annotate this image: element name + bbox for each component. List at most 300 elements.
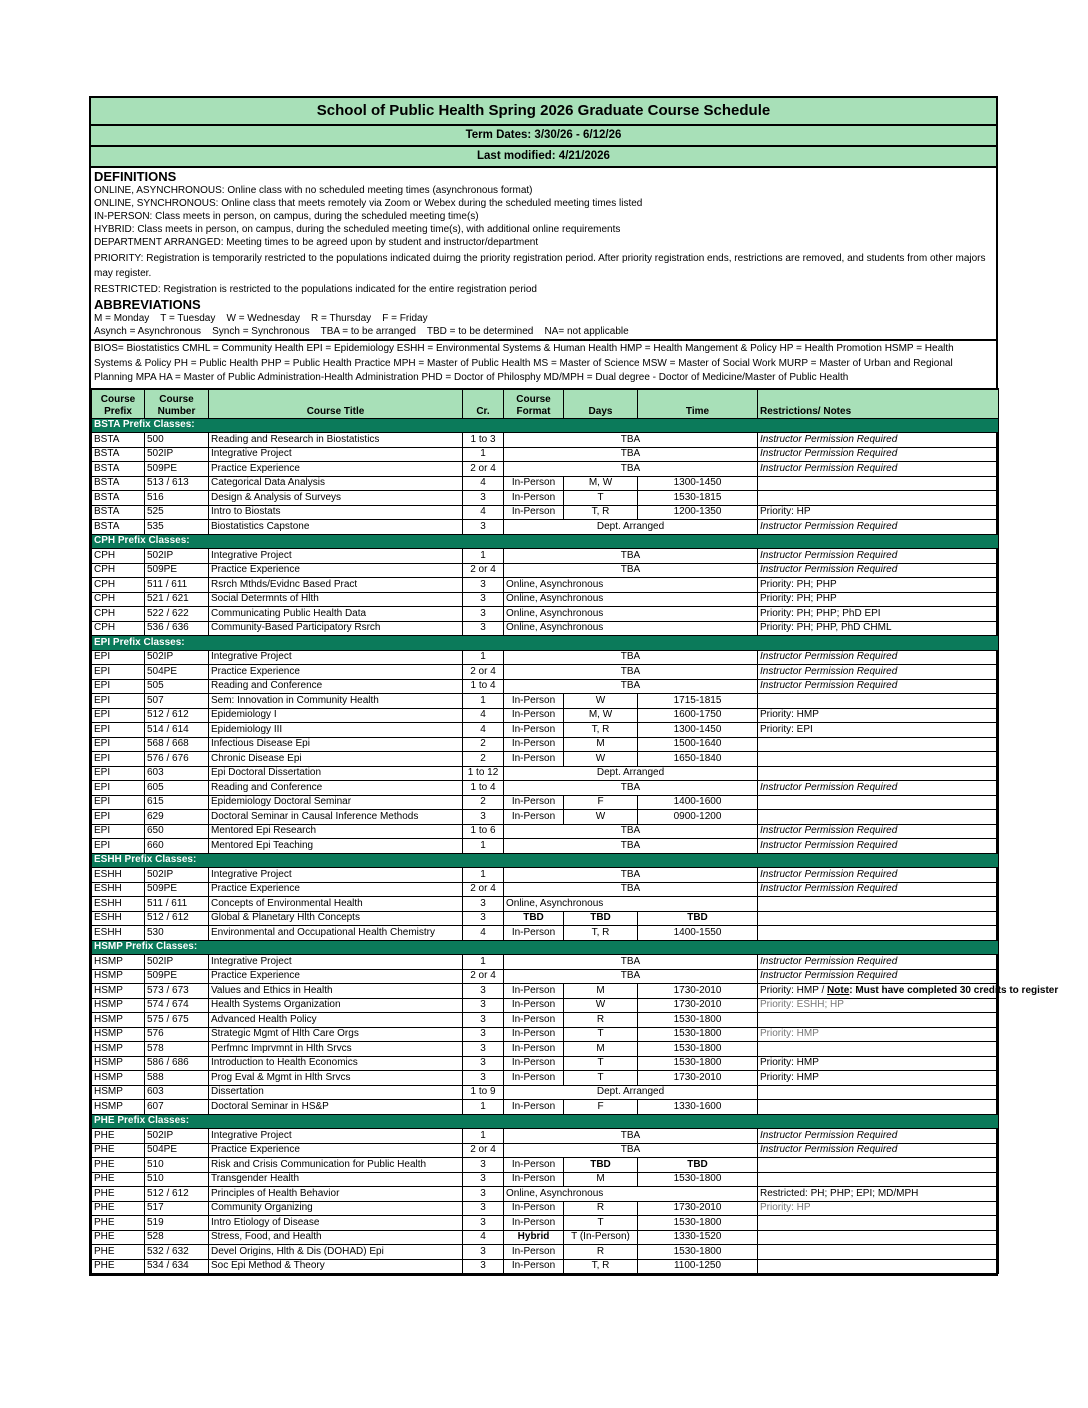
credits: 1 xyxy=(463,1100,504,1115)
course-number: 504PE xyxy=(145,1143,209,1158)
days: T xyxy=(564,1056,638,1071)
definition-line: HYBRID: Class meets in person, on campus, during the scheduled meeting time(s), with additional online requirements xyxy=(94,224,621,235)
time: 1530-1800 xyxy=(638,1013,758,1028)
course-number: 514 / 614 xyxy=(145,723,209,738)
course-prefix: CPH xyxy=(92,592,145,607)
col-header-prefix: Course Prefix xyxy=(92,389,145,419)
schedule-merged: TBA xyxy=(504,679,758,694)
course-format: In-Person xyxy=(504,708,564,723)
restrictions-notes: Priority: HMP xyxy=(758,708,999,723)
table-row xyxy=(92,955,999,970)
section-header-row xyxy=(92,940,999,955)
schedule-sheet xyxy=(89,96,1059,1276)
page-title: School of Public Health Spring 2026 Graduate Course Schedule xyxy=(91,98,996,126)
course-number: 615 xyxy=(145,795,209,810)
restrictions-notes xyxy=(758,752,999,767)
days: W xyxy=(564,810,638,825)
restrictions-notes: Instructor Permission Required xyxy=(758,433,999,448)
restrictions-notes: Instructor Permission Required xyxy=(758,549,999,564)
restrictions-notes: Priority: HMP / Note: Must have completed 30 credits to register xyxy=(758,984,999,999)
restrictions-notes xyxy=(758,1230,999,1245)
course-number: 502IP xyxy=(145,447,209,462)
course-title: Epidemiology I xyxy=(209,708,463,723)
course-prefix: ESHH xyxy=(92,868,145,883)
misc-abbreviations: Asynch = Asynchronous Synch = Synchronous TBA = to be arranged TBD = to be determined NA= not applicable xyxy=(94,326,629,337)
course-title: Community-Based Participatory Rsrch xyxy=(209,621,463,636)
table-row xyxy=(92,795,999,810)
restrictions-notes: Instructor Permission Required xyxy=(758,781,999,796)
course-prefix: PHE xyxy=(92,1187,145,1202)
course-title: Global & Planetary Hlth Concepts xyxy=(209,911,463,926)
course-prefix: CPH xyxy=(92,578,145,593)
restrictions-notes: Priority: HMP xyxy=(758,1027,999,1042)
course-title: Soc Epi Method & Theory xyxy=(209,1259,463,1274)
credits: 1 xyxy=(463,650,504,665)
schedule-merged: TBA xyxy=(504,563,758,578)
time: 1530-1800 xyxy=(638,1172,758,1187)
course-number: 511 / 611 xyxy=(145,897,209,912)
course-prefix: BSTA xyxy=(92,447,145,462)
restrictions-notes: Priority: ESHH; HP xyxy=(758,998,999,1013)
credits: 3 xyxy=(463,1056,504,1071)
table-row xyxy=(92,1245,999,1260)
abbreviations-heading: ABBREVIATIONS xyxy=(94,297,201,312)
days: T (In-Person) xyxy=(564,1230,638,1245)
days: M xyxy=(564,1042,638,1057)
course-number: 535 xyxy=(145,520,209,535)
days: M xyxy=(564,984,638,999)
course-title: Mentored Epi Research xyxy=(209,824,463,839)
time: 1500-1640 xyxy=(638,737,758,752)
time: 1100-1250 xyxy=(638,1259,758,1274)
days: TBD xyxy=(564,1158,638,1173)
schedule-merged: TBA xyxy=(504,1143,758,1158)
course-format: In-Person xyxy=(504,1042,564,1057)
course-prefix: EPI xyxy=(92,708,145,723)
time: 1650-1840 xyxy=(638,752,758,767)
credits: 3 xyxy=(463,1158,504,1173)
time: 1530-1800 xyxy=(638,1216,758,1231)
course-format: In-Person xyxy=(504,984,564,999)
table-row xyxy=(92,520,999,535)
definition-line: ONLINE, SYNCHRONOUS: Online class that meets remotely via Zoom or Webex during the scheduled meeting times listed xyxy=(94,198,643,209)
course-number: 512 / 612 xyxy=(145,1187,209,1202)
table-row xyxy=(92,491,999,506)
course-prefix: HSMP xyxy=(92,1013,145,1028)
section-label: CPH Prefix Classes: xyxy=(92,534,999,549)
course-prefix: CPH xyxy=(92,563,145,578)
course-title: Practice Experience xyxy=(209,665,463,680)
days: F xyxy=(564,795,638,810)
time: 1530-1800 xyxy=(638,1042,758,1057)
restrictions-notes: Instructor Permission Required xyxy=(758,563,999,578)
schedule-merged: TBA xyxy=(504,447,758,462)
course-title: Rsrch Mthds/Evidnc Based Pract xyxy=(209,578,463,593)
days: R xyxy=(564,1201,638,1216)
restrictions-notes: Priority: PH; PHP xyxy=(758,592,999,607)
course-number: 532 / 632 xyxy=(145,1245,209,1260)
credits: 1 to 9 xyxy=(463,1085,504,1100)
table-row xyxy=(92,1027,999,1042)
credits: 3 xyxy=(463,1172,504,1187)
course-format: In-Person xyxy=(504,1056,564,1071)
credits: 1 to 3 xyxy=(463,433,504,448)
course-title: Risk and Crisis Communication for Public Health xyxy=(209,1158,463,1173)
time: 1730-2010 xyxy=(638,1071,758,1086)
restrictions-notes xyxy=(758,766,999,781)
course-format: In-Person xyxy=(504,795,564,810)
restrictions-notes: Priority: PH; PHP xyxy=(758,578,999,593)
section-header-row xyxy=(92,418,999,433)
section-label: HSMP Prefix Classes: xyxy=(92,940,999,955)
course-title: Reading and Conference xyxy=(209,679,463,694)
restrictions-notes: Instructor Permission Required xyxy=(758,447,999,462)
course-format: TBD xyxy=(504,911,564,926)
restrictions-notes: Instructor Permission Required xyxy=(758,969,999,984)
course-title: Practice Experience xyxy=(209,563,463,578)
course-prefix: BSTA xyxy=(92,476,145,491)
time: 1530-1815 xyxy=(638,491,758,506)
course-title: Intro to Biostats xyxy=(209,505,463,520)
course-format: In-Person xyxy=(504,1216,564,1231)
time: 1300-1450 xyxy=(638,476,758,491)
course-number: 568 / 668 xyxy=(145,737,209,752)
course-title: Dissertation xyxy=(209,1085,463,1100)
time: 1530-1800 xyxy=(638,1056,758,1071)
schedule-merged: Dept. Arranged xyxy=(504,1085,758,1100)
course-title: Practice Experience xyxy=(209,969,463,984)
course-title: Values and Ethics in Health xyxy=(209,984,463,999)
table-header-row xyxy=(92,389,999,419)
course-title: Devel Origins, Hlth & Dis (DOHAD) Epi xyxy=(209,1245,463,1260)
table-row xyxy=(92,1201,999,1216)
table-row xyxy=(92,549,999,564)
days: T xyxy=(564,1027,638,1042)
schedule-merged: TBA xyxy=(504,839,758,854)
course-prefix: EPI xyxy=(92,737,145,752)
credits: 2 or 4 xyxy=(463,969,504,984)
credits: 4 xyxy=(463,1230,504,1245)
restrictions-notes xyxy=(758,737,999,752)
credits: 1 xyxy=(463,694,504,709)
course-prefix: EPI xyxy=(92,679,145,694)
course-prefix: HSMP xyxy=(92,1071,145,1086)
credits: 3 xyxy=(463,1245,504,1260)
col-header-title: Course Title xyxy=(209,389,463,419)
course-title: Advanced Health Policy xyxy=(209,1013,463,1028)
time: 1330-1520 xyxy=(638,1230,758,1245)
credits: 3 xyxy=(463,592,504,607)
section-header-row xyxy=(92,1114,999,1129)
credits: 1 xyxy=(463,549,504,564)
course-number: 510 xyxy=(145,1158,209,1173)
course-prefix: EPI xyxy=(92,723,145,738)
credits: 2 or 4 xyxy=(463,563,504,578)
course-prefix: EPI xyxy=(92,795,145,810)
course-prefix: ESHH xyxy=(92,926,145,941)
course-format: In-Person xyxy=(504,1245,564,1260)
col-header-time: Time xyxy=(638,389,758,419)
course-number: 502IP xyxy=(145,955,209,970)
time: 1200-1350 xyxy=(638,505,758,520)
course-prefix: BSTA xyxy=(92,505,145,520)
course-prefix: HSMP xyxy=(92,1042,145,1057)
table-row xyxy=(92,665,999,680)
days: M, W xyxy=(564,476,638,491)
days: TBD xyxy=(564,911,638,926)
restrictions-notes xyxy=(758,1172,999,1187)
course-prefix: EPI xyxy=(92,766,145,781)
time: 1600-1750 xyxy=(638,708,758,723)
course-title: Perfmnc Imprvmnt in Hlth Srvcs xyxy=(209,1042,463,1057)
course-number: 650 xyxy=(145,824,209,839)
course-title: Intro Etiology of Disease xyxy=(209,1216,463,1231)
restrictions-notes xyxy=(758,1259,999,1274)
course-title: Doctoral Seminar in HS&P xyxy=(209,1100,463,1115)
course-number: 502IP xyxy=(145,549,209,564)
course-number: 607 xyxy=(145,1100,209,1115)
course-prefix: HSMP xyxy=(92,955,145,970)
course-prefix: EPI xyxy=(92,694,145,709)
restrictions-notes: Instructor Permission Required xyxy=(758,955,999,970)
credits: 2 xyxy=(463,752,504,767)
time: 0900-1200 xyxy=(638,810,758,825)
days: T, R xyxy=(564,926,638,941)
course-number: 575 / 675 xyxy=(145,1013,209,1028)
restrictions-notes: Instructor Permission Required xyxy=(758,520,999,535)
course-title: Chronic Disease Epi xyxy=(209,752,463,767)
course-number: 505 xyxy=(145,679,209,694)
credits: 3 xyxy=(463,1259,504,1274)
table-row xyxy=(92,1056,999,1071)
course-number: 517 xyxy=(145,1201,209,1216)
course-prefix: PHE xyxy=(92,1158,145,1173)
restrictions-notes: Priority: HMP xyxy=(758,1071,999,1086)
restrictions-notes: Instructor Permission Required xyxy=(758,882,999,897)
restrictions-notes xyxy=(758,1158,999,1173)
course-format: In-Person xyxy=(504,1071,564,1086)
section-header-row xyxy=(92,534,999,549)
schedule-merged: TBA xyxy=(504,650,758,665)
course-number: 502IP xyxy=(145,868,209,883)
restrictions-notes: Priority: PH; PHP, PhD CHML xyxy=(758,621,999,636)
table-row xyxy=(92,433,999,448)
course-schedule-table xyxy=(91,388,1059,1275)
credits: 3 xyxy=(463,621,504,636)
course-title: Infectious Disease Epi xyxy=(209,737,463,752)
course-format: In-Person xyxy=(504,737,564,752)
course-format: In-Person xyxy=(504,1259,564,1274)
course-title: Mentored Epi Teaching xyxy=(209,839,463,854)
definitions-heading: DEFINITIONS xyxy=(94,169,177,184)
restrictions-notes xyxy=(758,1216,999,1231)
definitions-block xyxy=(91,169,996,341)
course-title: Integrative Project xyxy=(209,650,463,665)
credits: 3 xyxy=(463,1071,504,1086)
credits: 3 xyxy=(463,1201,504,1216)
course-prefix: HSMP xyxy=(92,998,145,1013)
table-row xyxy=(92,1172,999,1187)
table-row xyxy=(92,679,999,694)
course-title: Biostatistics Capstone xyxy=(209,520,463,535)
course-title: Communicating Public Health Data xyxy=(209,607,463,622)
course-prefix: ESHH xyxy=(92,882,145,897)
days: T, R xyxy=(564,505,638,520)
table-row xyxy=(92,1013,999,1028)
section-label: ESHH Prefix Classes: xyxy=(92,853,999,868)
course-prefix: EPI xyxy=(92,781,145,796)
course-prefix: PHE xyxy=(92,1259,145,1274)
course-number: 629 xyxy=(145,810,209,825)
credits: 4 xyxy=(463,505,504,520)
restrictions-notes: Instructor Permission Required xyxy=(758,824,999,839)
course-title: Stress, Food, and Health xyxy=(209,1230,463,1245)
course-number: 605 xyxy=(145,781,209,796)
time: 1715-1815 xyxy=(638,694,758,709)
table-row xyxy=(92,868,999,883)
course-prefix: HSMP xyxy=(92,984,145,999)
credits: 1 to 12 xyxy=(463,766,504,781)
course-title: Reading and Research in Biostatistics xyxy=(209,433,463,448)
course-title: Categorical Data Analysis xyxy=(209,476,463,491)
table-row xyxy=(92,766,999,781)
credits: 4 xyxy=(463,723,504,738)
schedule-merged: TBA xyxy=(504,969,758,984)
course-number: 516 xyxy=(145,491,209,506)
restrictions-notes xyxy=(758,1042,999,1057)
course-number: 509PE xyxy=(145,969,209,984)
credits: 3 xyxy=(463,911,504,926)
course-title: Epidemiology III xyxy=(209,723,463,738)
course-format: In-Person xyxy=(504,1201,564,1216)
credits: 3 xyxy=(463,897,504,912)
credits: 2 or 4 xyxy=(463,1143,504,1158)
time: 1530-1800 xyxy=(638,1245,758,1260)
course-format: In-Person xyxy=(504,491,564,506)
course-title: Transgender Health xyxy=(209,1172,463,1187)
credits: 2 or 4 xyxy=(463,462,504,477)
restrictions-notes: Instructor Permission Required xyxy=(758,868,999,883)
course-prefix: HSMP xyxy=(92,1085,145,1100)
credits: 1 to 6 xyxy=(463,824,504,839)
course-prefix: EPI xyxy=(92,665,145,680)
course-title: Doctoral Seminar in Causal Inference Methods xyxy=(209,810,463,825)
table-row xyxy=(92,694,999,709)
table-row xyxy=(92,911,999,926)
time: 1400-1550 xyxy=(638,926,758,941)
course-format: In-Person xyxy=(504,1100,564,1115)
course-prefix: CPH xyxy=(92,607,145,622)
course-prefix: PHE xyxy=(92,1216,145,1231)
time: TBD xyxy=(638,1158,758,1173)
col-header-notes: Restrictions/ Notes xyxy=(758,389,999,419)
course-number: 507 xyxy=(145,694,209,709)
course-number: 536 / 636 xyxy=(145,621,209,636)
credits: 1 to 4 xyxy=(463,781,504,796)
days: F xyxy=(564,1100,638,1115)
course-title: Integrative Project xyxy=(209,868,463,883)
table-row xyxy=(92,563,999,578)
last-modified: Last modified: 4/21/2026 xyxy=(91,147,996,168)
days: W xyxy=(564,998,638,1013)
restrictions-notes xyxy=(758,1013,999,1028)
course-title: Reading and Conference xyxy=(209,781,463,796)
credits: 3 xyxy=(463,1042,504,1057)
course-prefix: EPI xyxy=(92,824,145,839)
course-format: In-Person xyxy=(504,998,564,1013)
credits: 3 xyxy=(463,984,504,999)
course-format: Online, Asynchronous xyxy=(504,621,758,636)
restrictions-notes xyxy=(758,926,999,941)
section-label: PHE Prefix Classes: xyxy=(92,1114,999,1129)
course-format: In-Person xyxy=(504,752,564,767)
time: 1400-1600 xyxy=(638,795,758,810)
table-row xyxy=(92,752,999,767)
restrictions-notes: Instructor Permission Required xyxy=(758,1129,999,1144)
table-row xyxy=(92,824,999,839)
table-row xyxy=(92,505,999,520)
course-prefix: ESHH xyxy=(92,911,145,926)
table-row xyxy=(92,1187,999,1202)
col-header-format: Course Format xyxy=(504,389,564,419)
course-number: 522 / 622 xyxy=(145,607,209,622)
course-format: Hybrid xyxy=(504,1230,564,1245)
course-prefix: ESHH xyxy=(92,897,145,912)
course-title: Epi Doctoral Dissertation xyxy=(209,766,463,781)
credits: 1 xyxy=(463,447,504,462)
course-title: Health Systems Organization xyxy=(209,998,463,1013)
schedule-merged: TBA xyxy=(504,433,758,448)
course-title: Epidemiology Doctoral Seminar xyxy=(209,795,463,810)
time: 1300-1450 xyxy=(638,723,758,738)
credits: 1 xyxy=(463,868,504,883)
course-number: 588 xyxy=(145,1071,209,1086)
course-prefix: HSMP xyxy=(92,1056,145,1071)
table-row xyxy=(92,723,999,738)
table-row xyxy=(92,607,999,622)
course-format: In-Person xyxy=(504,723,564,738)
table-row xyxy=(92,998,999,1013)
program-abbreviations: BIOS= Biostatistics CMHL = Community Health EPI = Epidemiology ESHH = Environmental Systems & Human Health HMP = Health Mangement & Policy HP = Health Promotion HSMP = Health Systems & Policy PH = Public Health PHP = Public Health Practice MPH = Master of Public Health MS = Master of Science MSW = Master of Social Work MURP = Master of Urban and Regional Planning MPA HA = Master of Public Administration-Health Administration PHD = Doctor of Philosphy MD/MPH = Dual degree - Doctor of Medicine/Master of Public Health xyxy=(94,343,954,383)
table-row xyxy=(92,839,999,854)
course-number: 509PE xyxy=(145,882,209,897)
course-title: Sem: Innovation in Community Health xyxy=(209,694,463,709)
course-format: In-Person xyxy=(504,810,564,825)
restrictions-notes: Instructor Permission Required xyxy=(758,679,999,694)
days: M xyxy=(564,737,638,752)
credits: 2 or 4 xyxy=(463,665,504,680)
restrictions-notes: Restricted: PH; PHP; EPI; MD/MPH xyxy=(758,1187,999,1202)
course-format: Online, Asynchronous xyxy=(504,592,758,607)
course-number: 511 / 611 xyxy=(145,578,209,593)
restricted-definition: RESTRICTED: Registration is restricted to the populations indicated for the entire registration period xyxy=(94,284,537,295)
table-row xyxy=(92,810,999,825)
credits: 3 xyxy=(463,810,504,825)
section-label: EPI Prefix Classes: xyxy=(92,636,999,651)
table-row xyxy=(92,1085,999,1100)
course-number: 603 xyxy=(145,766,209,781)
course-format: In-Person xyxy=(504,1027,564,1042)
course-format: Online, Asynchronous xyxy=(504,607,758,622)
course-title: Environmental and Occupational Health Chemistry xyxy=(209,926,463,941)
days: W xyxy=(564,694,638,709)
course-number: 502IP xyxy=(145,650,209,665)
restrictions-notes: Instructor Permission Required xyxy=(758,1143,999,1158)
course-prefix: EPI xyxy=(92,839,145,854)
term-dates: Term Dates: 3/30/26 - 6/12/26 xyxy=(91,126,996,147)
table-row xyxy=(92,650,999,665)
credits: 3 xyxy=(463,578,504,593)
